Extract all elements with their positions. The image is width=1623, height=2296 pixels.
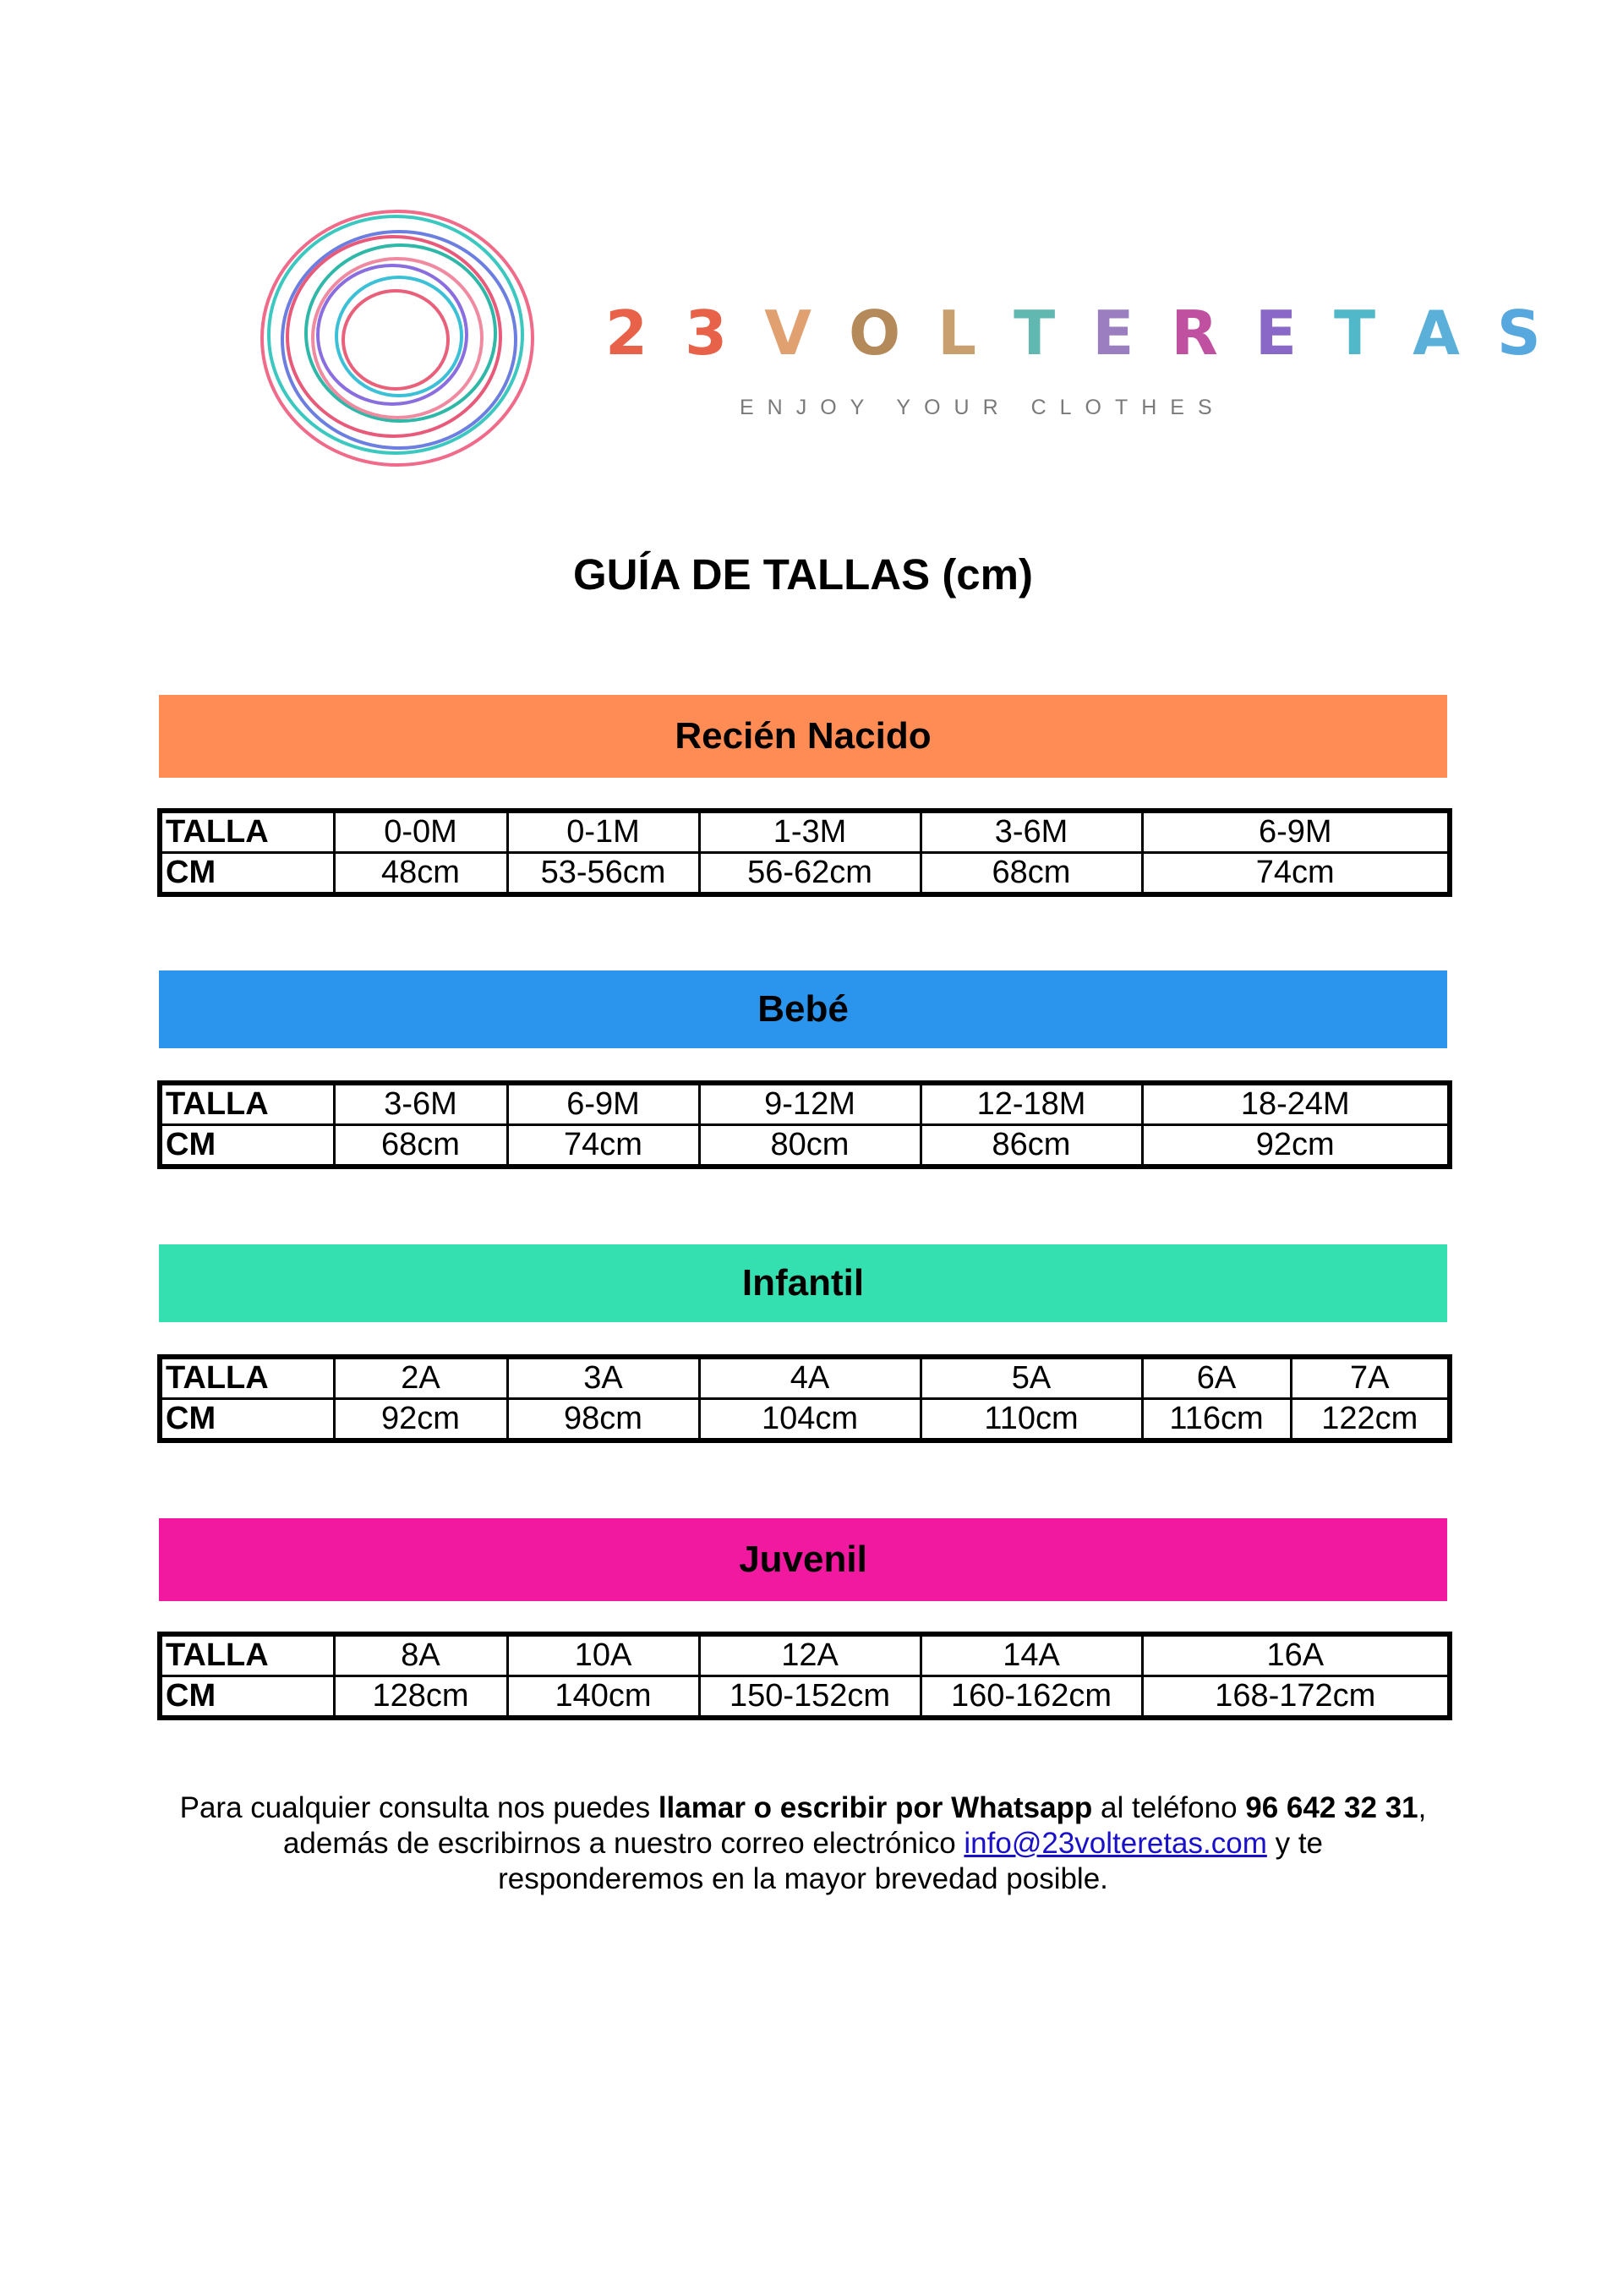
page-title: GUÍA DE TALLAS (cm) [573, 550, 1033, 599]
cm-cell: 140cm [507, 1676, 699, 1719]
cm-cell: 74cm [1142, 853, 1450, 895]
size-table-recien-nacido [157, 808, 1452, 897]
brand-letter: T [1334, 298, 1413, 369]
table-row-talla [160, 1357, 1450, 1399]
table-row-cm [160, 1125, 1450, 1167]
brand-letter: E [1254, 298, 1335, 369]
talla-cell: 9-12M [699, 1083, 921, 1125]
cm-cell: 160-162cm [921, 1676, 1142, 1719]
cm-cell: 74cm [507, 1125, 699, 1167]
brand-logo-rings-icon [254, 201, 541, 472]
footer-email-link[interactable]: info@23volteretas.com [964, 1827, 1267, 1860]
footer-text: y te [1266, 1827, 1324, 1860]
talla-cell: 3-6M [921, 811, 1142, 853]
talla-cell: 14A [921, 1634, 1142, 1676]
talla-cell: 10A [507, 1634, 699, 1676]
cm-cell: 92cm [334, 1399, 507, 1441]
row-label: TALLA [160, 1357, 334, 1399]
cm-cell: 122cm [1291, 1399, 1450, 1441]
cm-cell: 168-172cm [1142, 1676, 1450, 1719]
footer-whatsapp-text: llamar o escribir por Whatsapp [658, 1791, 1093, 1824]
talla-cell: 12-18M [921, 1083, 1142, 1125]
talla-cell: 2A [334, 1357, 507, 1399]
talla-cell: 12A [699, 1634, 921, 1676]
cm-cell: 53-56cm [507, 853, 699, 895]
talla-cell: 4A [699, 1357, 921, 1399]
footer-phone[interactable]: 96 642 32 31 [1245, 1791, 1418, 1824]
row-label: CM [160, 1676, 334, 1719]
talla-cell: 6-9M [507, 1083, 699, 1125]
section-band-bebe: Bebé [159, 970, 1447, 1048]
row-label: CM [160, 1399, 334, 1441]
cm-cell: 48cm [334, 853, 507, 895]
cm-cell: 104cm [699, 1399, 921, 1441]
row-label: CM [160, 1125, 334, 1167]
cm-cell: 98cm [507, 1399, 699, 1441]
cm-cell: 80cm [699, 1125, 921, 1167]
brand-letter: V [764, 298, 849, 369]
brand-letter: 2 [605, 298, 686, 369]
contact-footer [0, 1790, 1606, 1897]
section-band-infantil: Infantil [159, 1244, 1447, 1322]
talla-cell: 0-0M [334, 811, 507, 853]
cm-cell: 116cm [1142, 1399, 1291, 1441]
row-label: TALLA [160, 811, 334, 853]
talla-cell: 16A [1142, 1634, 1450, 1676]
row-label: CM [160, 853, 334, 895]
brand-letter: O [848, 298, 938, 369]
talla-cell: 5A [921, 1357, 1142, 1399]
row-label: TALLA [160, 1634, 334, 1676]
brand-tagline: ENJOY YOUR CLOTHES [740, 396, 1226, 419]
size-table-bebe [157, 1080, 1452, 1169]
brand-wordmark [605, 298, 1578, 369]
table-row-talla [160, 1634, 1450, 1676]
talla-cell: 7A [1291, 1357, 1450, 1399]
talla-cell: 1-3M [699, 811, 921, 853]
table-row-cm [160, 853, 1450, 895]
brand-letter: A [1413, 298, 1497, 369]
section-band-juvenil: Juvenil [159, 1518, 1447, 1601]
footer-text: responderemos en la mayor brevedad posible. [498, 1862, 1108, 1895]
talla-cell: 0-1M [507, 811, 699, 853]
brand-letter: R [1171, 298, 1255, 369]
cm-cell: 86cm [921, 1125, 1142, 1167]
talla-cell: 8A [334, 1634, 507, 1676]
talla-cell: 18-24M [1142, 1083, 1450, 1125]
table-row-talla [160, 811, 1450, 853]
brand-letter: T [1014, 298, 1093, 369]
brand-letter: L [937, 298, 1014, 369]
table-row-cm [160, 1676, 1450, 1719]
talla-cell: 3A [507, 1357, 699, 1399]
cm-cell: 110cm [921, 1399, 1142, 1441]
cm-cell: 92cm [1142, 1125, 1450, 1167]
footer-text: además de escribirnos a nuestro correo electrónico [282, 1827, 965, 1860]
brand-letter: E [1092, 298, 1172, 369]
section-band-recien-nacido: Recién Nacido [159, 695, 1447, 778]
footer-text: , [1418, 1791, 1427, 1824]
cm-cell: 68cm [921, 853, 1142, 895]
size-table-juvenil [157, 1632, 1452, 1720]
footer-text: Para cualquier consulta nos puedes [179, 1791, 658, 1824]
cm-cell: 128cm [334, 1676, 507, 1719]
cm-cell: 56-62cm [699, 853, 921, 895]
cm-cell: 68cm [334, 1125, 507, 1167]
talla-cell: 6-9M [1142, 811, 1450, 853]
table-row-talla [160, 1083, 1450, 1125]
talla-cell: 3-6M [334, 1083, 507, 1125]
brand-letter: 3 [685, 298, 765, 369]
talla-cell: 6A [1142, 1357, 1291, 1399]
brand-letter: S [1496, 298, 1578, 369]
table-row-cm [160, 1399, 1450, 1441]
size-table-infantil [157, 1354, 1452, 1443]
cm-cell: 150-152cm [699, 1676, 921, 1719]
footer-text: al teléfono [1092, 1791, 1246, 1824]
row-label: TALLA [160, 1083, 334, 1125]
